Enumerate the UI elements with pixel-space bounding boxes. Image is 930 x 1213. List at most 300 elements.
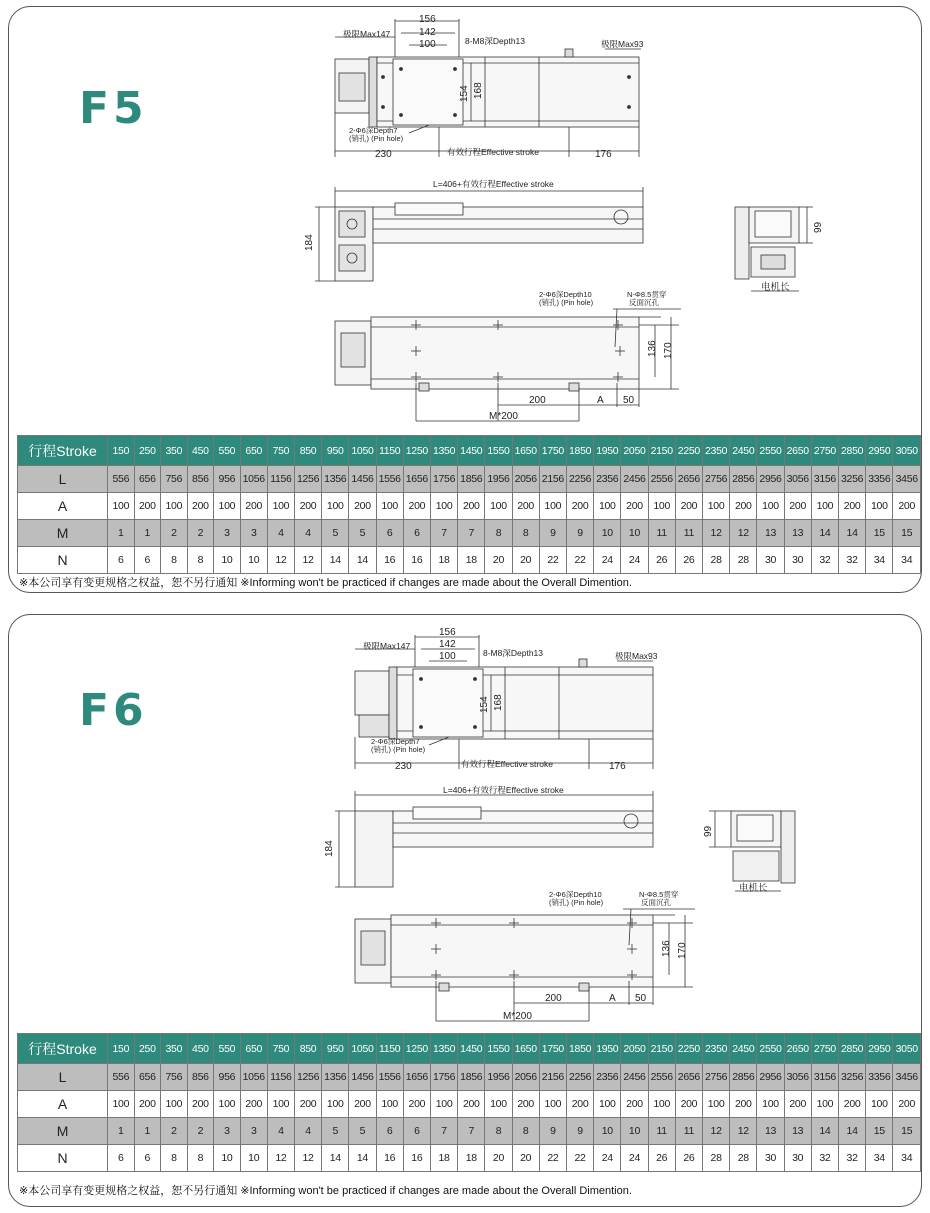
table-cell: 1950	[594, 436, 621, 466]
dim-170: 170	[677, 942, 688, 959]
through-label-2: 反面沉孔	[629, 298, 659, 307]
table-cell: 200	[621, 493, 648, 520]
table-cell: 2850	[839, 436, 866, 466]
table-cell: 2856	[730, 1064, 757, 1091]
table-cell: 16	[376, 547, 403, 574]
table-cell: 200	[675, 493, 702, 520]
table-cell: 200	[893, 1091, 921, 1118]
table-cell: 1350	[430, 1034, 457, 1064]
table-cell: 100	[376, 493, 403, 520]
table-cell: 2956	[757, 1064, 784, 1091]
table-cell: 1256	[294, 1064, 321, 1091]
table-cell: 1	[108, 1118, 135, 1145]
length-formula: L=406+有效行程Effective stroke	[433, 179, 554, 189]
table-cell: 13	[784, 1118, 811, 1145]
row-header-l: L	[18, 466, 108, 493]
table-cell: 14	[811, 520, 838, 547]
table-cell: 200	[458, 1091, 485, 1118]
table-cell: 200	[458, 493, 485, 520]
table-cell: 8	[161, 1145, 188, 1172]
table-cell: 1056	[240, 466, 267, 493]
table-cell: 22	[539, 1145, 566, 1172]
dim-156: 156	[439, 627, 456, 638]
table-cell: 12	[730, 520, 757, 547]
table-cell: 100	[757, 493, 784, 520]
bottom-rail	[391, 915, 653, 987]
table-cell: 2950	[866, 436, 893, 466]
table-cell: 100	[161, 1091, 188, 1118]
table-cell: 150	[108, 1034, 135, 1064]
pin-bottom-label-2: (销孔) (Pin hole)	[539, 298, 594, 307]
table-cell: 1150	[376, 1034, 403, 1064]
row-header-n: N	[18, 1145, 108, 1172]
table-cell: 100	[539, 493, 566, 520]
pin-top-label-2: (销孔) (Pin hole)	[371, 745, 426, 754]
table-cell: 14	[349, 547, 376, 574]
table-cell: 12	[267, 1145, 294, 1172]
motor-length-label: 电机长	[761, 282, 790, 293]
table-cell: 5	[322, 520, 349, 547]
table-cell: 7	[458, 520, 485, 547]
table-cell: 6	[108, 1145, 135, 1172]
row-header-l: L	[18, 1064, 108, 1091]
table-cell: 3256	[839, 466, 866, 493]
dim-168: 168	[493, 694, 504, 711]
table-cell: 12	[702, 520, 729, 547]
table-cell: 100	[648, 1091, 675, 1118]
table-cell: 6	[403, 1118, 430, 1145]
table-cell: 4	[294, 1118, 321, 1145]
table-cell: 14	[839, 520, 866, 547]
table-cell: 2956	[757, 466, 784, 493]
table-cell: 2556	[648, 1064, 675, 1091]
table-cell: 100	[267, 1091, 294, 1118]
table-cell: 16	[376, 1145, 403, 1172]
dim-200: 200	[545, 993, 562, 1004]
length-formula: L=406+有效行程Effective stroke	[443, 785, 564, 795]
table-cell: 1650	[512, 1034, 539, 1064]
table-cell: 550	[214, 436, 241, 466]
dim-170: 170	[663, 342, 674, 359]
table-cell: 450	[187, 436, 214, 466]
table-cell: 100	[811, 493, 838, 520]
table-cell: 200	[566, 493, 593, 520]
table-cell: 1856	[458, 466, 485, 493]
dim-142: 142	[419, 27, 436, 38]
table-cell: 2656	[675, 1064, 702, 1091]
table-cell: 556	[108, 1064, 135, 1091]
table-cell: 12	[294, 1145, 321, 1172]
table-cell: 14	[349, 1145, 376, 1172]
side-view	[335, 791, 653, 887]
table-cell: 28	[702, 547, 729, 574]
table-cell: 1956	[485, 466, 512, 493]
table-cell: 200	[403, 1091, 430, 1118]
table-cell: 200	[675, 1091, 702, 1118]
table-cell: 100	[702, 493, 729, 520]
table-cell: 1456	[349, 1064, 376, 1091]
table-cell: 9	[566, 1118, 593, 1145]
table-cell: 200	[512, 493, 539, 520]
table-cell: 12	[294, 547, 321, 574]
table-cell: 10	[240, 1145, 267, 1172]
table-cell: 100	[214, 1091, 241, 1118]
table-cell: 100	[757, 1091, 784, 1118]
table-row-stroke	[18, 436, 921, 466]
spec-table	[17, 435, 921, 574]
table-cell: 2556	[648, 466, 675, 493]
table-row-n	[18, 547, 921, 574]
table-cell: 12	[730, 1118, 757, 1145]
table-cell: 1750	[539, 436, 566, 466]
table-cell: 13	[757, 1118, 784, 1145]
table-cell: 2350	[702, 1034, 729, 1064]
table-cell: 26	[675, 547, 702, 574]
row-header-a: A	[18, 1091, 108, 1118]
table-cell: 12	[267, 547, 294, 574]
table-cell: 18	[430, 547, 457, 574]
table-cell: 1856	[458, 1064, 485, 1091]
table-cell: 450	[187, 1034, 214, 1064]
pin-top-label-1: 2-Φ6深Depth7	[349, 126, 398, 135]
table-cell: 750	[267, 1034, 294, 1064]
table-cell: 2650	[784, 436, 811, 466]
table-cell: 950	[322, 1034, 349, 1064]
table-cell: 9	[566, 520, 593, 547]
table-cell: 15	[893, 1118, 921, 1145]
table-cell: 34	[893, 547, 921, 574]
table-cell: 2450	[730, 1034, 757, 1064]
spec-table	[17, 1033, 921, 1172]
table-cell: 2250	[675, 436, 702, 466]
table-cell: 2456	[621, 466, 648, 493]
carriage	[413, 669, 483, 737]
end-view	[709, 811, 795, 891]
table-cell: 2	[161, 520, 188, 547]
dim-176: 176	[609, 761, 626, 772]
dim-100: 100	[419, 39, 436, 50]
table-cell: 1450	[458, 1034, 485, 1064]
dim-154: 154	[479, 696, 490, 713]
table-cell: 100	[485, 493, 512, 520]
dim-184: 184	[304, 234, 315, 251]
table-cell: 1850	[566, 436, 593, 466]
table-cell: 2150	[648, 1034, 675, 1064]
effective-stroke-label: 有效行程Effective stroke	[461, 759, 553, 769]
table-row-m	[18, 1118, 921, 1145]
dim-168: 168	[473, 82, 484, 99]
table-cell: 11	[675, 1118, 702, 1145]
side-view	[315, 187, 643, 281]
table-cell: 22	[539, 547, 566, 574]
table-cell: 1356	[322, 466, 349, 493]
table-cell: 2856	[730, 466, 757, 493]
table-cell: 3156	[811, 466, 838, 493]
table-cell: 32	[811, 547, 838, 574]
table-cell: 250	[134, 1034, 161, 1064]
table-cell: 10	[214, 547, 241, 574]
table-cell: 200	[294, 493, 321, 520]
bottom-rail	[371, 317, 639, 389]
pin-top-label-1: 2-Φ6深Depth7	[371, 737, 420, 746]
table-cell: 9	[539, 1118, 566, 1145]
row-header-stroke: 行程Stroke	[18, 436, 108, 466]
table-cell: 24	[621, 547, 648, 574]
table-cell: 2250	[675, 1034, 702, 1064]
table-cell: 2050	[621, 1034, 648, 1064]
table-cell: 650	[240, 436, 267, 466]
max-left-label: 极限Max147	[343, 29, 391, 39]
dim-a: A	[609, 993, 616, 1004]
table-cell: 200	[839, 1091, 866, 1118]
table-cell: 1650	[512, 436, 539, 466]
table-cell: 30	[757, 547, 784, 574]
table-cell: 350	[161, 1034, 188, 1064]
table-cell: 18	[430, 1145, 457, 1172]
table-cell: 10	[240, 547, 267, 574]
table-cell: 200	[784, 493, 811, 520]
table-row-l	[18, 466, 921, 493]
table-cell: 30	[784, 1145, 811, 1172]
table-cell: 26	[648, 1145, 675, 1172]
table-cell: 10	[621, 520, 648, 547]
table-cell: 100	[594, 1091, 621, 1118]
dim-a: A	[597, 395, 604, 406]
table-cell: 200	[893, 493, 921, 520]
table-cell: 2750	[811, 436, 838, 466]
dim-156: 156	[419, 14, 436, 25]
table-cell: 22	[566, 1145, 593, 1172]
table-cell: 1	[134, 520, 161, 547]
table-cell: 1156	[267, 1064, 294, 1091]
table-cell: 200	[349, 493, 376, 520]
table-cell: 20	[485, 547, 512, 574]
table-row-a	[18, 1091, 921, 1118]
row-header-a: A	[18, 493, 108, 520]
table-cell: 2350	[702, 436, 729, 466]
table-cell: 1556	[376, 466, 403, 493]
table-cell: 1250	[403, 1034, 430, 1064]
table-cell: 7	[430, 1118, 457, 1145]
table-cell: 2056	[512, 1064, 539, 1091]
table-cell: 3056	[784, 466, 811, 493]
table-cell: 250	[134, 436, 161, 466]
table-cell: 3256	[839, 1064, 866, 1091]
table-cell: 2256	[566, 466, 593, 493]
table-cell: 1756	[430, 466, 457, 493]
screw-note: 8-M8深Depth13	[483, 648, 544, 658]
table-cell: 1056	[240, 1064, 267, 1091]
table-cell: 5	[349, 1118, 376, 1145]
table-cell: 34	[866, 547, 893, 574]
table-cell: 26	[675, 1145, 702, 1172]
table-cell: 750	[267, 436, 294, 466]
table-cell: 1450	[458, 436, 485, 466]
table-cell: 200	[621, 1091, 648, 1118]
table-cell: 7	[430, 520, 457, 547]
table-cell: 100	[430, 493, 457, 520]
table-cell: 24	[621, 1145, 648, 1172]
table-cell: 1150	[376, 436, 403, 466]
table-cell: 2450	[730, 436, 757, 466]
table-row-n	[18, 1145, 921, 1172]
table-cell: 2656	[675, 466, 702, 493]
max-left-label: 极限Max147	[363, 641, 411, 651]
table-cell: 6	[108, 547, 135, 574]
table-cell: 2150	[648, 436, 675, 466]
table-cell: 12	[702, 1118, 729, 1145]
table-cell: 22	[566, 547, 593, 574]
table-cell: 4	[267, 1118, 294, 1145]
table-cell: 6	[134, 1145, 161, 1172]
table-cell: 3	[214, 520, 241, 547]
table-cell: 4	[294, 520, 321, 547]
dim-176: 176	[595, 149, 612, 160]
table-cell: 6	[376, 520, 403, 547]
through-label-2: 反面沉孔	[641, 898, 671, 907]
table-cell: 2756	[702, 1064, 729, 1091]
table-cell: 10	[594, 520, 621, 547]
table-cell: 1550	[485, 436, 512, 466]
table-cell: 2056	[512, 466, 539, 493]
table-cell: 2256	[566, 1064, 593, 1091]
table-cell: 10	[621, 1118, 648, 1145]
table-cell: 1656	[403, 466, 430, 493]
table-cell: 2850	[839, 1034, 866, 1064]
row-header-m: M	[18, 1118, 108, 1145]
table-cell: 200	[240, 493, 267, 520]
table-cell: 200	[839, 493, 866, 520]
through-label-1: N-Φ8.5贯穿	[627, 290, 667, 299]
table-cell: 350	[161, 436, 188, 466]
table-cell: 15	[866, 1118, 893, 1145]
max-right-label: 极限Max93	[601, 39, 644, 49]
table-cell: 6	[134, 547, 161, 574]
table-cell: 3	[240, 520, 267, 547]
dim-136: 136	[647, 340, 658, 357]
table-cell: 100	[322, 493, 349, 520]
carriage	[393, 59, 463, 125]
table-cell: 1756	[430, 1064, 457, 1091]
dim-100: 100	[439, 651, 456, 662]
table-row-l	[18, 1064, 921, 1091]
table-cell: 28	[730, 547, 757, 574]
table-cell: 28	[730, 1145, 757, 1172]
motor-length-label: 电机长	[739, 883, 768, 894]
table-cell: 200	[403, 493, 430, 520]
table-row-a	[18, 493, 921, 520]
table-cell: 200	[730, 493, 757, 520]
table-cell: 11	[648, 520, 675, 547]
table-cell: 1250	[403, 436, 430, 466]
table-cell: 8	[187, 1145, 214, 1172]
table-cell: 13	[757, 520, 784, 547]
table-cell: 100	[811, 1091, 838, 1118]
dim-142: 142	[439, 639, 456, 650]
table-cell: 11	[648, 1118, 675, 1145]
table-cell: 1256	[294, 466, 321, 493]
table-cell: 3050	[893, 436, 921, 466]
pin-bottom-label-1: 2-Φ6深Depth10	[549, 890, 602, 899]
table-cell: 1156	[267, 466, 294, 493]
table-cell: 100	[485, 1091, 512, 1118]
table-cell: 2750	[811, 1034, 838, 1064]
dim-230: 230	[375, 149, 392, 160]
table-cell: 6	[376, 1118, 403, 1145]
table-cell: 2756	[702, 466, 729, 493]
table-cell: 8	[512, 520, 539, 547]
table-cell: 200	[566, 1091, 593, 1118]
table-cell: 6	[403, 520, 430, 547]
table-cell: 3	[214, 1118, 241, 1145]
table-cell: 200	[187, 1091, 214, 1118]
table-cell: 756	[161, 1064, 188, 1091]
table-cell: 2050	[621, 436, 648, 466]
pin-top-label-2: (销孔) (Pin hole)	[349, 134, 404, 143]
table-cell: 3156	[811, 1064, 838, 1091]
table-cell: 100	[108, 1091, 135, 1118]
table-cell: 3050	[893, 1034, 921, 1064]
table-cell: 100	[539, 1091, 566, 1118]
table-cell: 856	[187, 466, 214, 493]
table-cell: 16	[403, 1145, 430, 1172]
table-cell: 30	[784, 547, 811, 574]
end-view	[735, 207, 813, 291]
table-cell: 34	[866, 1145, 893, 1172]
table-cell: 200	[730, 1091, 757, 1118]
table-cell: 8	[512, 1118, 539, 1145]
dim-99: 99	[703, 825, 714, 837]
table-cell: 30	[757, 1145, 784, 1172]
table-cell: 26	[648, 547, 675, 574]
pin-bottom-label-2: (销孔) (Pin hole)	[549, 898, 604, 907]
dim-230: 230	[395, 761, 412, 772]
table-row-stroke	[18, 1034, 921, 1064]
table-cell: 20	[512, 547, 539, 574]
table-cell: 32	[839, 1145, 866, 1172]
table-cell: 16	[403, 547, 430, 574]
table-cell: 100	[376, 1091, 403, 1118]
disclaimer-note: ※本公司享有变更规格之权益，恕不另行通知 ※Informing won't be practiced if changes are made about the Overall Dimention.	[19, 1185, 632, 1197]
table-cell: 20	[485, 1145, 512, 1172]
through-label-1: N-Φ8.5贯穿	[639, 890, 679, 899]
table-cell: 200	[134, 493, 161, 520]
table-cell: 1350	[430, 436, 457, 466]
table-cell: 3	[240, 1118, 267, 1145]
table-cell: 20	[512, 1145, 539, 1172]
technical-drawing	[9, 7, 922, 435]
table-cell: 5	[349, 520, 376, 547]
table-cell: 2	[187, 520, 214, 547]
table-cell: 200	[187, 493, 214, 520]
dim-50: 50	[635, 993, 647, 1004]
table-cell: 2	[161, 1118, 188, 1145]
table-cell: 4	[267, 520, 294, 547]
table-cell: 1	[108, 520, 135, 547]
dim-184: 184	[324, 840, 335, 857]
table-cell: 200	[349, 1091, 376, 1118]
table-cell: 100	[866, 493, 893, 520]
table-cell: 756	[161, 466, 188, 493]
motor-block	[355, 671, 389, 715]
table-cell: 1356	[322, 1064, 349, 1091]
table-cell: 3356	[866, 466, 893, 493]
table-cell: 1750	[539, 1034, 566, 1064]
table-cell: 1	[134, 1118, 161, 1145]
table-cell: 2456	[621, 1064, 648, 1091]
table-cell: 15	[893, 520, 921, 547]
bottom-view	[355, 909, 695, 1021]
